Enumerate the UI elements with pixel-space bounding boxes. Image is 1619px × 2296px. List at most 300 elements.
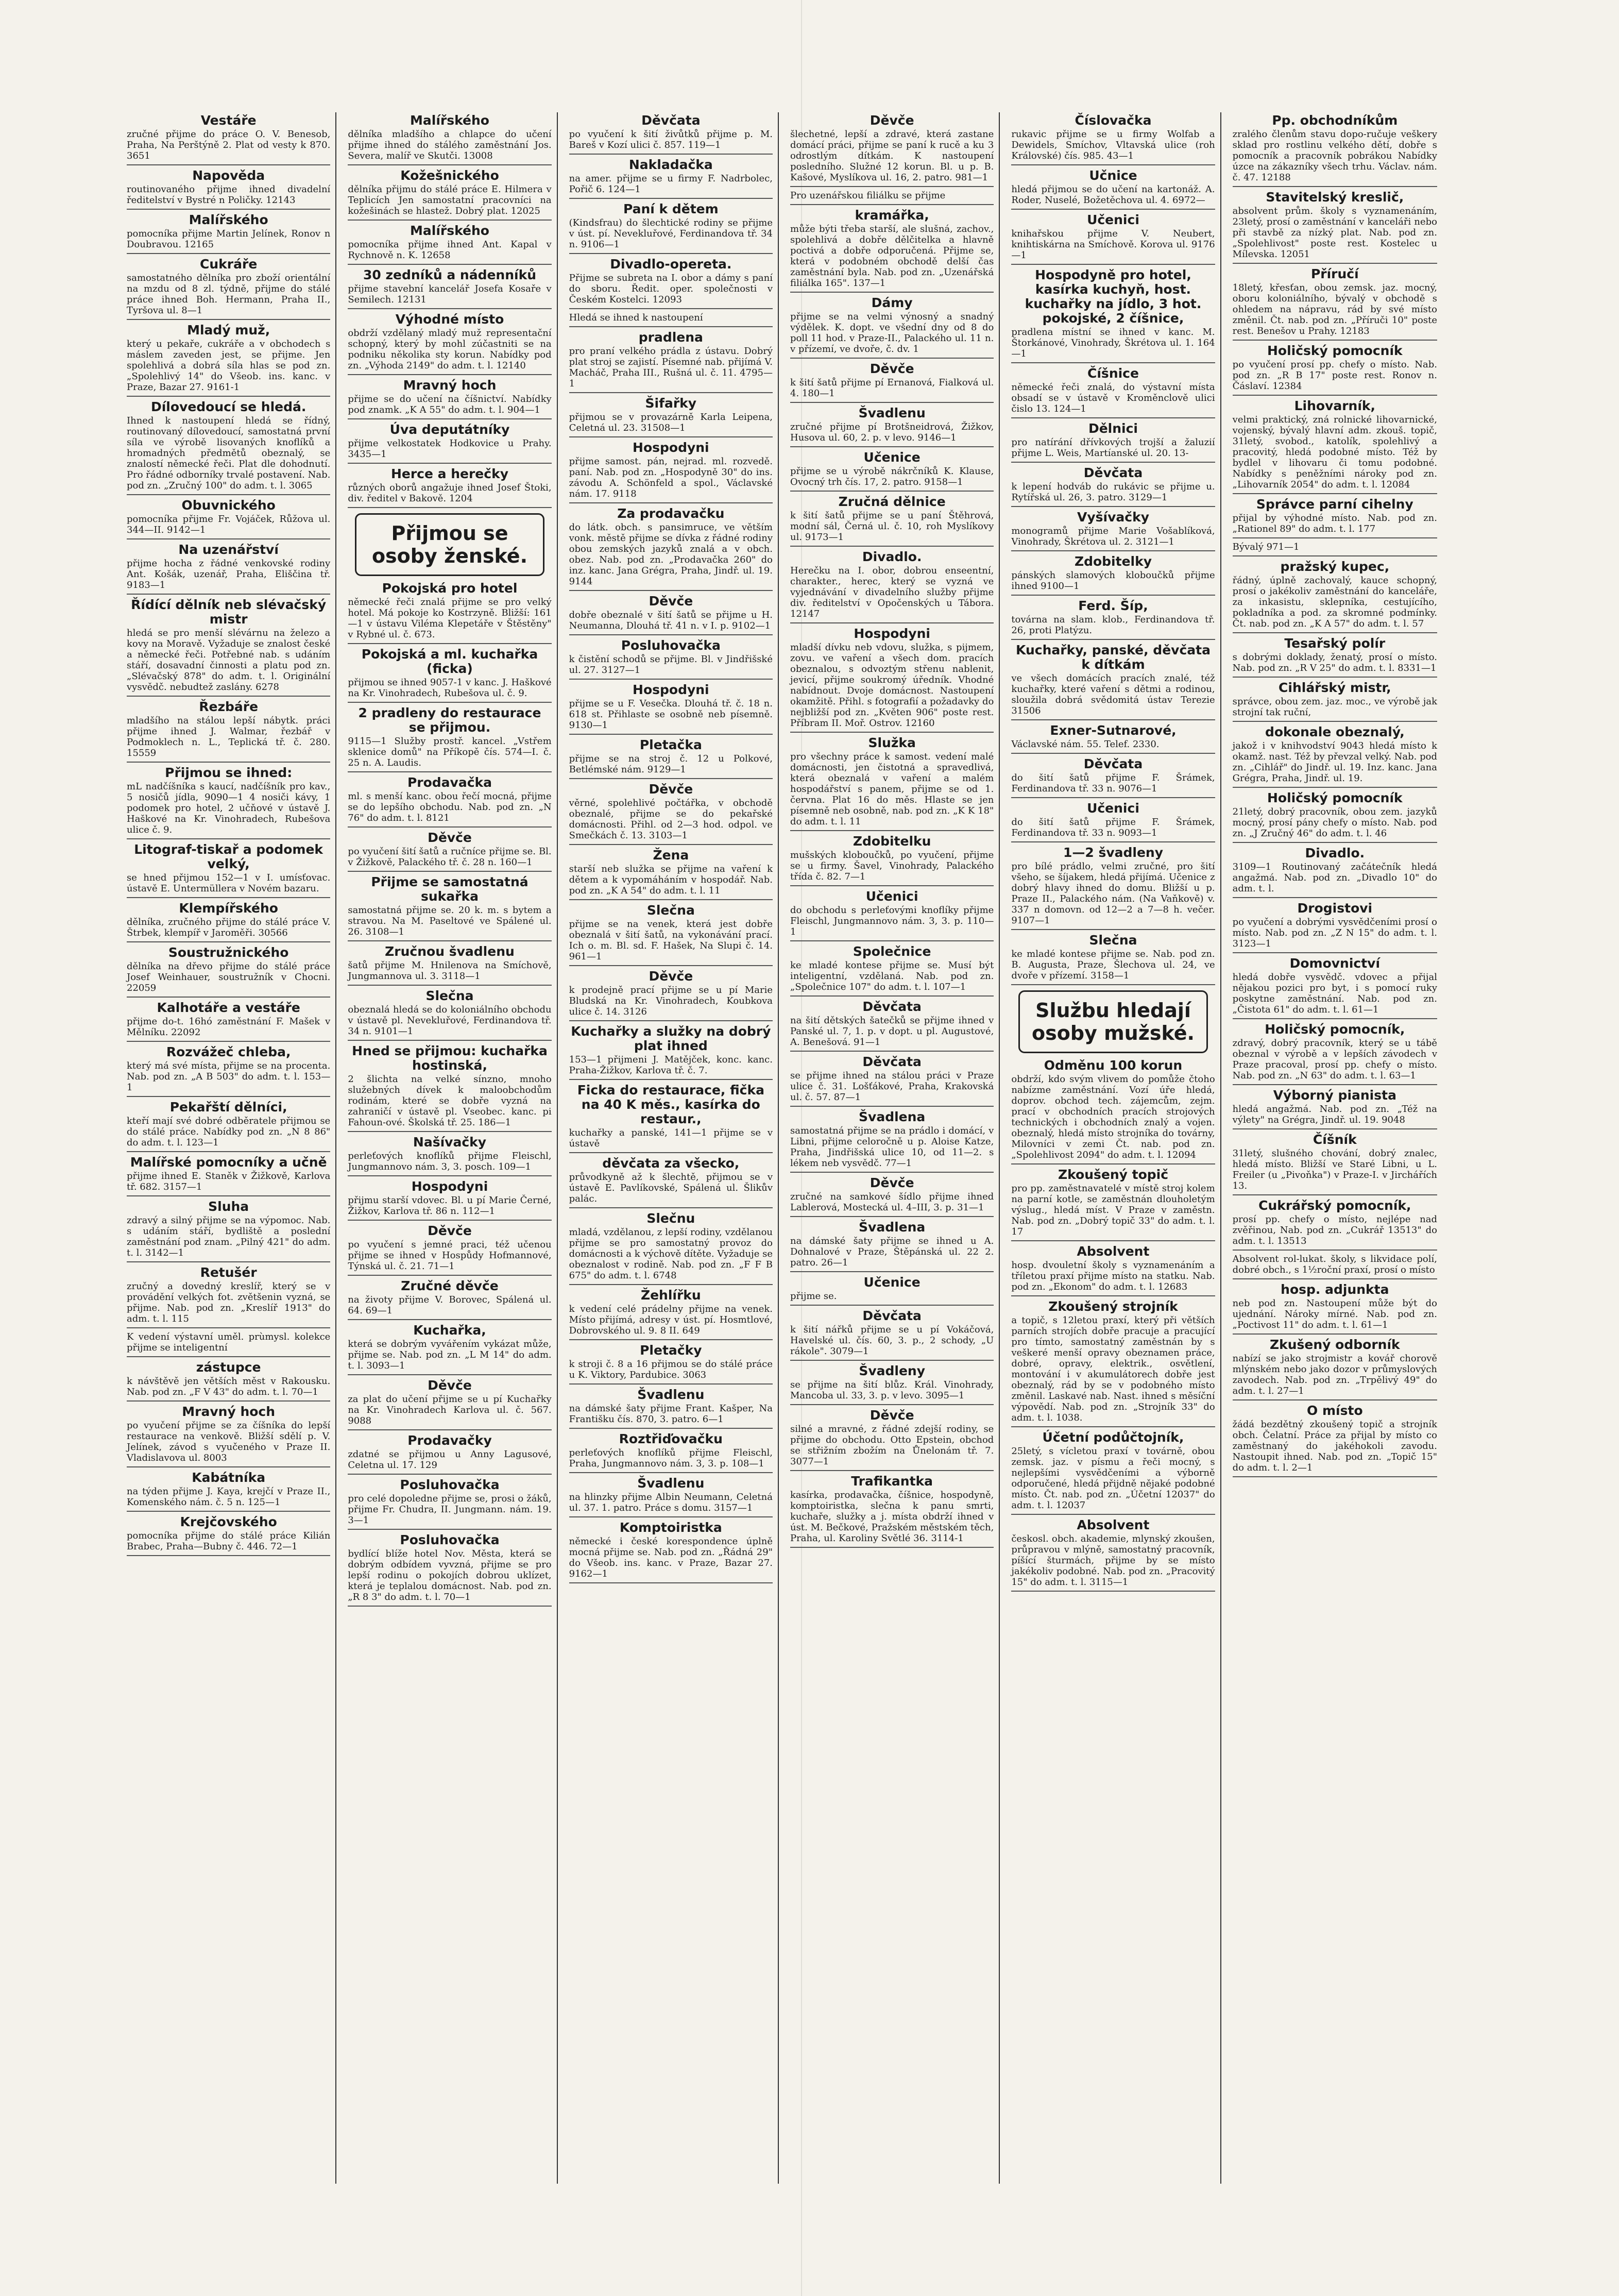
ad-heading: Pekařští dělníci, <box>169 1100 287 1115</box>
ad-body: přijme se na venek, která jest dobře obeznalá v šití šatů, na vykonávání prací. Ich o. m. Bl. sd. F. Hašek, Na Slupi č. 14. 961—1 <box>569 919 773 962</box>
ad-body: k vedení celé prádelny přijme na venek. Místo přijímá, adresy v úst. pí. Hosmtlové, Dobrovského ul. 9. 8 II. 649 <box>569 1304 773 1336</box>
ad-body: průvodkyně až k šlechtě, přijmou se v ústavě E. Pavlíkovské, Spálená ul. Šlikův palác. <box>569 1172 773 1204</box>
ad-heading: Děvče <box>428 1223 472 1238</box>
ad-heading: Děvče <box>870 1175 914 1190</box>
ad-heading: Děvče <box>870 113 914 128</box>
classified-ad <box>1011 268 1215 363</box>
ad-body: dělníka na dřevo přijme do stálé práce Josef Weinhauer, soustružník v Chocni. 22059 <box>127 961 331 993</box>
classified-ad <box>1011 466 1215 507</box>
classified-ad <box>1011 1299 1215 1427</box>
ad-heading: Lihovarník, <box>1294 398 1376 413</box>
ad-body: hledá angažmá. Nab. pod zn. „Též na výlety" na Grégra, Jindř. ul. 19. 9048 <box>1232 1104 1437 1125</box>
ad-body: do šití šatů přijme F. Šrámek, Ferdinandova tř. 33 n. 9076—1 <box>1011 772 1215 794</box>
ad-heading: Děvče <box>649 782 693 797</box>
classified-ad <box>348 268 551 309</box>
classified-ad <box>790 495 994 547</box>
ad-heading: Cukrářský pomocník, <box>1258 1198 1411 1213</box>
ad-body: přijmu starší vdovec. Bl. u pí Marie Černé, Žižkov, Karlova tř. 86 n. 112—1 <box>348 1195 552 1217</box>
ad-heading: Slečna <box>425 988 474 1003</box>
ad-body: řádný, úplně zachovalý, kauce schopný, prosí o jakékoliv zaměstnání do kanceláře, za inkasistu, sklepníka, cestujícího, pokladníka a pod. za skromné podmínky. Čt. nab. pod zn. „K A 57" do adm. t. l. 57 <box>1232 575 1437 629</box>
classified-ad <box>790 208 994 293</box>
classified-ad <box>127 700 330 763</box>
ad-body: přijme se u F. Vesečka. Dlouhá tř. č. 18 n. 618 st. Přihlaste se osobně neb písemně. 9130—1 <box>569 698 773 731</box>
classified-ad <box>569 969 773 1021</box>
ad-body: německé řeči znalá přijme se pro velký hotel. Má pokoje ko Kostrzyně. Bližší: 161—1 v ústavu Viléma Klepetáře v Štěstěny" v Rybné ul. č. 673. <box>348 597 552 640</box>
ad-body: po vyučení k šití živůtků přijme p. M. Bareš v Kozí ulici č. 857. 119—1 <box>569 129 773 150</box>
ad-heading: Ficka do restaurace, fička na 40 K měs., kasírka do restaur., <box>577 1083 764 1126</box>
classified-ad <box>1011 213 1215 265</box>
classified-ad <box>348 1179 551 1221</box>
ad-heading: Zručná dělnice <box>838 494 946 509</box>
ad-body: do obchodu s perleťovými knoflíky přijme Fleischl, Jungmannovo nám. 3, 3. p. 110—1 <box>790 905 994 937</box>
classified-ad <box>1233 1282 1437 1335</box>
classified-ad <box>569 848 773 900</box>
ad-body: Absolvent rol-lukat. školy, s likvidace polí, dobré obch., s 1½roční praxí, prosí o místo <box>1232 1254 1437 1275</box>
ad-body: obdrží, kdo svým vlivem do pomůže čtoho nabízme zaměstnání. Vozí úře hledá, doprov. obchod tech. zájemcům, zejm. prací v obchodních pracích strojových technických i obchodních znalý a vojen. obeznalý, hledá místo strojníka do továrny, Milovníci v zemi Čt. nab. pod zn. „Spolehlivost 2094" do adm. t. l. 12094 <box>1011 1074 1215 1160</box>
ad-body: pomocníka přijme do stálé práce Kilián Brabec, Praha—Bubny č. 446. 72—1 <box>127 1530 331 1552</box>
ad-heading: Dělnici <box>1088 421 1138 436</box>
ad-body: zdatné se přijmou u Anny Lagusové, Celetna ul. 17. 129 <box>348 1449 552 1471</box>
ad-heading: Účetní podůčtojník, <box>1042 1430 1184 1445</box>
ad-heading: Dámy <box>871 295 913 310</box>
ad-heading: Úva deputátníky <box>389 422 510 437</box>
ad-heading: Přijme se samostatná sukařka <box>371 874 529 904</box>
classified-ad <box>790 944 994 997</box>
ad-heading: Správce parní cihelny <box>1256 497 1413 512</box>
ad-body: k prodejně prací přijme se u pí Marie Bludská na Kr. Vinohradech, Koubkova ulice č. 14. 3126 <box>569 985 773 1017</box>
classified-ad <box>790 1110 994 1173</box>
ad-body: se přijme ihned na stálou práci v Praze ulice č. 31. Lošťákové, Praha, Krakovská ul. č. 57. 87—1 <box>790 1070 994 1103</box>
ad-heading: pradlena <box>638 330 703 345</box>
ad-heading: Soustružnického <box>168 945 289 960</box>
classified-ad <box>1011 723 1215 754</box>
classified-ad <box>790 550 994 623</box>
classified-ad <box>569 1432 773 1473</box>
ad-body: mladá, vzdělanou, z lepší rodiny, vzdělanou přijme se pro samostatný provoz do domácnosti a k výchově dítěte. Vyžaduje se obeznalost v rodině. Nab. pod zn. „F F B 675" do adm. t. l. 6748 <box>569 1227 773 1281</box>
classified-ad <box>127 113 330 165</box>
ad-heading: Děvče <box>649 969 693 984</box>
ad-heading: Zkušený odborník <box>1270 1337 1400 1352</box>
ad-column-6 <box>1230 112 1442 2184</box>
ad-body: hledá dobře vysvědč. vdovec a přijal nějakou pozici pro byt, i s pomocí ruky poskytne zaměstnání. Nab. pod zn. „Čistota 61" do adm. t. l. 61—1 <box>1232 972 1437 1015</box>
ad-body: mladšího na stálou lepší nábytk. práci přijme ihned J. Walmar, řezbář v Podmoklech n. L., Teplická tř. č. 280. 15559 <box>127 715 331 758</box>
ad-column-1 <box>124 112 336 2184</box>
classified-ad <box>127 400 330 495</box>
classified-ad <box>1233 1133 1437 1195</box>
ad-body: Pro uzenářskou filiálku se přijme <box>790 190 946 201</box>
classified-ad <box>790 889 994 941</box>
classified-ad <box>569 158 773 199</box>
classified-ad <box>348 775 551 828</box>
ad-heading: 1—2 švadleny <box>1063 845 1164 860</box>
ad-body: zdravý a silný přijme se na výpomoc. Nab. s udáním stáří, bydliště a poslední zaměstnání pod znam. „Pilný 421" do adm. t. l. 3142—1 <box>127 1215 331 1258</box>
ad-heading: Učenice <box>863 1275 921 1290</box>
ad-body: přijme se na velmi výnosný a snadný výdělek. K. dopt. ve všední dny od 8 do poll 11 hod. v Praze-II., Palackého ul. 11 n. v přízemí, ve dvoře, č. dv. 1 <box>790 311 994 354</box>
ad-heading: Hned se přijmou: kuchařka hostinská, <box>352 1043 548 1073</box>
ad-heading: Děvče <box>428 830 472 845</box>
ad-body: přijme se. <box>790 1291 837 1302</box>
classified-ad <box>1011 421 1215 463</box>
classified-ad <box>569 1521 773 1583</box>
ad-heading: Číšnice <box>1087 366 1139 381</box>
classified-ad <box>127 1331 330 1357</box>
ad-body: ve všech domácích pracích znalé, též kuchařky, které vaření s dětmi a rodinou, sloužila dobrá svědomitá ústav Terezie 31506 <box>1011 673 1215 716</box>
ad-body: správce, obou zem. jaz. moc., ve výrobě jak strojní tak ruční, <box>1232 696 1437 718</box>
ad-body: na dámské šaty přijme Frant. Kašper, Na Františku čís. 870, 3. patro. 6—1 <box>569 1403 773 1425</box>
ad-heading: Prodavačky <box>407 1433 492 1448</box>
ad-body: pradlena místní se ihned v kanc. M. Štorkánové, Vinohrady, Škrétova ul. 1. 164—1 <box>1011 327 1215 359</box>
ad-heading: Děvčata <box>641 113 701 128</box>
ad-body: mL nadčíšníka s kaucí, nadčíšník pro kav., 5 nosičů jídla, 9090—1 4 nosiči kávy, 1 podomek pro hotel, 2 učňové v ústavě J. Haškové na Kr. Vinohradech, Rubešova ulice č. 9. <box>127 781 331 835</box>
ad-body: absolvent prům. školy s vyznamenáním, 23letý, prosí o zaměstnání v kanceláři nebo při stavbě za nízký plat. Nab. pod zn. „Spolehlivost" poste rest. Kostelec u Mílevska. 12051 <box>1232 206 1437 260</box>
classified-ad <box>790 1408 994 1471</box>
classified-ad <box>1233 1254 1437 1279</box>
classified-ad <box>790 1364 994 1405</box>
ad-heading: Holičský pomocník <box>1267 790 1403 805</box>
ad-body: kteří mají své dobré odběratele přijmou se do stálé práce. Nabídky pod zn. „N 8 86" do adm. t. l. 123—1 <box>127 1116 331 1148</box>
ad-heading: Absolvent <box>1077 1244 1150 1259</box>
classified-ad <box>348 224 551 265</box>
ad-body: neb pod zn. Nastoupení může být do ujednání. Nároky mírné. Nab. pod zn. „Poctivost 11" do adm. t. l. 61—1 <box>1232 1298 1437 1330</box>
ad-body: perleťových knoflíků přijme Fleischl, Jungmannovo nám. 3, 3. posch. 109—1 <box>348 1151 552 1172</box>
ad-heading: Děvčata <box>862 999 922 1014</box>
ad-body: pánských slamových kloboučků přijme ihned 9100—1 <box>1011 570 1215 592</box>
classified-ad <box>569 683 773 735</box>
ad-body: německé řeči znalá, do výstavní místa obsadí se v ústavě v Kroměnclově ulici čislo 13. 124—1 <box>1011 382 1215 414</box>
ad-body: šatů přijme M. Hnilenova na Smíchově, Jungmannova ul. 3. 3118—1 <box>348 960 552 982</box>
ad-body: různých oborů angažuje ihned Josef Štoki, div. ředitel v Bakově. 1204 <box>348 482 552 504</box>
classified-ad <box>127 1155 330 1196</box>
ad-body: na dámské šaty přijme se ihned u A. Dohnalové v Praze, Štěpánská ul. 22 2. patro. 26—1 <box>790 1236 994 1268</box>
classified-ad <box>348 875 551 941</box>
classified-ad <box>127 1001 330 1042</box>
ad-heading: Divadlo-opereta. <box>610 257 732 272</box>
classified-ad <box>1233 1338 1437 1400</box>
classified-ad <box>569 1343 773 1385</box>
classified-ad <box>1233 681 1437 722</box>
classified-ad <box>569 396 773 437</box>
ad-body: k stroji č. 8 a 16 přijmou se do stálé práce u K. Viktory, Pardubice. 3063 <box>569 1359 773 1380</box>
ad-heading: Děvče <box>649 594 693 609</box>
classified-ad <box>127 946 330 998</box>
classified-ad <box>348 113 551 165</box>
classified-ad <box>1233 267 1437 341</box>
ad-heading: Exner-Sutnarové, <box>1050 723 1177 738</box>
ad-body: Ihned k nastoupení hledá se řídný, routinovaný dílovedoucí, samostatná první síla ve výrobě lisovaných knoflíků a hromadných předmětů obeznalý, se znalostí německé řeči. Plat dle dohodnutí. Pro řádné odborníky trvalé postavení. Nab. pod zn. „Zručný 100" do adm. t. l. 3065 <box>127 415 331 491</box>
classified-ad <box>569 330 773 393</box>
ad-body: přijmou se ihned 9057-1 v kanc. J. Haškové na Kr. Vinohradech, Rubešova ul. č. 9. <box>348 677 552 699</box>
ad-body: zručné na samkové šídlo přijme ihned Lablerová, Mostecká ul. 4–III, 3. p. 31—1 <box>790 1191 994 1213</box>
ad-heading: Holičský pomocník, <box>1265 1022 1405 1037</box>
ad-body: pro praní velkého prádla z ústavu. Dobrý plat stroj se zajistí. Písemné nab. přijímá V. Macháč, Praha III., Rušná ul. č. 11. 4795—1 <box>569 346 773 389</box>
ad-heading: Kabátníka <box>192 1470 266 1485</box>
ad-heading: Pletačka <box>639 737 702 752</box>
ad-heading: Odměnu 100 korun <box>1044 1058 1183 1073</box>
classified-ad <box>1233 497 1437 538</box>
ad-body: šlechetné, lepší a zdravé, která zastane domácí práci, přijme se paní k rucě a ku 3 odrostlým dítkám. K nastoupení posledního. Služné 12 korun. Bl. u p. B. Kašové, Myslíkova ul. 16, 2. patro. 981—1 <box>790 129 994 183</box>
ad-column-2 <box>345 112 557 2184</box>
ad-body: se přijme na šití blůz. Král. Vinohrady, Mancoba ul. 33, 3. p. v levo. 3095—1 <box>790 1379 994 1401</box>
ad-body: Herečku na I. obor, dobrou enseentní, charakter., herec, který se vyzná ve vyjednávání v divadelního služby přijme div. ředitelství v Opočenských u Tábora. 12147 <box>790 565 994 619</box>
classified-ad <box>1011 933 1215 985</box>
classified-ad <box>348 423 551 464</box>
classified-ad <box>790 113 994 187</box>
classified-ad <box>1233 1022 1437 1085</box>
ad-body: pro pp. zaměstnavatelé v místě stroj kolem na parní kotle, se zaměstnán dlouholetým výslug., hledá míst. V Praze v zaměstn. Nab. pod zn. „Dobrý topič 33" do adm. t. l. 17 <box>1011 1183 1215 1237</box>
ad-body: který má své místa, přijme se na procenta. Nab. pod zn. „A B 503" do adm. t. l. 153—1 <box>127 1060 331 1093</box>
classified-ad <box>348 1433 551 1475</box>
ad-heading: Slečna <box>646 903 695 918</box>
ad-heading: Mravný hoch <box>403 378 497 393</box>
classified-ad <box>348 1044 551 1132</box>
classified-ad <box>569 1388 773 1429</box>
classified-ad <box>569 202 773 254</box>
ad-body: na šití dětských šatečků se přijme ihned v Panské ul. 7, 1. p. v dopt. u pl. Augustové, A. Benešová. 91—1 <box>790 1015 994 1048</box>
classified-ad <box>348 989 551 1041</box>
ad-body: prosí pp. chefy o místo, nejlépe nad zvěřinou, Nab. pod zn. „Cukrář 13513" do adm. t. l. 13513 <box>1232 1214 1437 1246</box>
ad-body: přijme se u výrobě nákrčníků K. Klause, Ovocný trh čís. 17, 2. patro. 9158—1 <box>790 466 994 487</box>
classified-ad <box>1233 344 1437 396</box>
ad-body: (Kindsfrau) do šlechtické rodiny se přijme v úst. pí. Nevekluřové, Ferdinandova tř. 34 n. 9106—1 <box>569 217 773 250</box>
ad-body: hledá se pro menší slévárnu na železo a kovy na Moravě. Vyžaduje se znalost české a německé řeči. Potřebné nab. s udáním stáří, dosavadní činnosti a platu pod zn. „Slévačský 878" do adm. t. l. Originální vysvědč. nebudtež zaslány. 6278 <box>127 628 331 693</box>
ad-heading: Vyšívačky <box>1077 510 1149 525</box>
classified-ad <box>790 736 994 831</box>
classified-ad <box>569 594 773 635</box>
ad-heading: Švadleny <box>859 1363 925 1378</box>
ad-body: a topič, s 12letou praxí, který při větších parních strojích dobře pracuje a pracující pro tímto, samostatný zaměstnán by s veškeré menší opravy obeznamen práce, dobré, opravy, elektrik., osvětlení, montování i v akumulátorech dobře jest obeznalý, rád by se v podobného místo změnil. Laskavé nab. Nast. ihned s měsíční výpovědí. Nab. pod zn. „Strojník 33" do adm. t. l. 1038. <box>1011 1315 1215 1423</box>
ad-body: K vedení výstavní uměl. prùmysl. kolekce přijme se inteligentní <box>127 1331 331 1353</box>
ad-body: silné a mravné, z řádné zdejší rodiny, se přijme do obchodu. Otto Epstein, obchod se střižním zbožím na Ůnelonám tř. 7. 3077—1 <box>790 1424 994 1467</box>
ad-heading: Společnice <box>853 944 931 959</box>
classified-ad <box>1233 846 1437 898</box>
ad-heading: Hospodyni <box>633 440 709 455</box>
classified-ad <box>1011 554 1215 596</box>
ad-heading: pražský kupec, <box>1280 559 1390 574</box>
ad-body: dělníka přijmu do stálé práce E. Hilmera v Teplicích Jen samostatní pracovníci na kožešinách se hlastež. Dobrý plat. 12025 <box>348 184 552 216</box>
ad-body: přijal by výhodné místo. Nab. pod zn. „Rationel 89" do adm. t. l. 177 <box>1232 513 1437 534</box>
ad-body: mušských kloboučků, po vyučení, přijme se u firmy. Šavel, Vinohrady, Palackého třída č. 82. 7—1 <box>790 850 994 882</box>
ad-heading: Výhodné místo <box>395 312 504 327</box>
classified-ad <box>569 312 773 327</box>
ad-body: do šití šatů přijme F. Šrámek, Ferdinandova tř. 33 n. 9093—1 <box>1011 817 1215 838</box>
ad-body: kasírka, prodavačka, číšnice, hospodyně, komptoiristka, slečna k panu smrti, kuchaře, služky a j. místa obdrží ihned v úst. M. Bečkové, Pražském městském těch, Praha, ul. Karoliny Světlé 36. 3114-1 <box>790 1490 994 1544</box>
classified-ad <box>127 168 330 210</box>
ad-heading: Švadlenu <box>858 406 926 420</box>
ad-heading: Retušér <box>200 1265 257 1280</box>
ad-column-3 <box>566 112 779 2184</box>
ad-heading: Pokojská a ml. kuchařka (ficka) <box>361 647 538 676</box>
classified-ad <box>1233 1198 1437 1251</box>
ad-heading: hosp. adjunkta <box>1281 1282 1389 1297</box>
classified-ad <box>790 1000 994 1052</box>
ad-body: rukavic přijme se u firmy Wolfab a Dewidels, Smíchov, Vltavská ulice (roh Královské) čís. 985. 43—1 <box>1011 129 1215 161</box>
ad-heading: Klempířského <box>179 901 278 916</box>
classified-ad <box>1011 1058 1215 1164</box>
ad-body: do látk. obch. s pansimruce, ve větším vonk. městě přijme se dívka z řádné rodiny obou zemských jazyků znalá a v obch. obez. Nab. pod zn. „Prodavačka 260" do inz. kanc. Jana Grégra, Praha, Jindř. ul. 19. 9144 <box>569 522 773 587</box>
ad-heading: Mladý muž, <box>187 323 270 337</box>
classified-ad <box>127 257 330 320</box>
ad-body: k čistění schodů se přijme. Bl. v Jindřišské ul. 27. 3127—1 <box>569 654 773 676</box>
ad-body: zručné přijme pí Brotšneidrová, Žižkov, Husova ul. 60, 2. p. v levo. 9146—1 <box>790 421 994 443</box>
ad-heading: Vestáře <box>200 113 257 128</box>
ad-heading: Stavitelský kreslič, <box>1266 190 1404 205</box>
ad-body: po vyučení šití šatů a ručníce přijme se. Bl. v Žižkově, Palackého tř. č. 28 n. 160—1 <box>348 846 552 868</box>
ad-heading: Posluhovačka <box>621 638 721 653</box>
ad-heading: Kuchařka, <box>413 1323 486 1338</box>
ad-heading: Učenici <box>1087 212 1139 227</box>
ad-body: přijme samost. pán, nejrad. ml. rozvedě. paní. Nab. pod zn. „Hospodyně 30" do ins. závodu A. Schönfeld a spol., Václavské nám. 17. 9118 <box>569 456 773 499</box>
ad-heading: Holičský pomocník <box>1267 343 1403 358</box>
ad-heading: Za prodavačku <box>617 506 725 521</box>
ad-heading: Děvče <box>870 361 914 376</box>
ad-body: továrna na slam. klob., Ferdinandova tř. 26, proti Platýzu. <box>1011 614 1215 636</box>
ad-heading: Cukráře <box>200 257 258 272</box>
classified-ad <box>569 507 773 591</box>
classified-ad <box>1233 1088 1437 1129</box>
ad-heading: Přijmou se ihned: <box>165 765 293 780</box>
ad-body: přijme ihned E. Staněk v Žižkově, Karlova tř. 682. 3157—1 <box>127 1171 331 1192</box>
ad-body: na amer. přijme se u firmy F. Nadrbolec, Pořič 6. 124—1 <box>569 173 773 195</box>
classified-ad <box>569 1024 773 1080</box>
ad-body: pomocníka přijme ihned Ant. Kapal v Rychnově n. K. 12658 <box>348 239 552 261</box>
classified-ad <box>348 581 551 644</box>
ad-heading: Zručnou švadlenu <box>385 944 515 959</box>
ad-heading: Cihlářský mistr, <box>1279 680 1391 695</box>
classified-ad <box>569 113 773 155</box>
ad-heading: Posluhovačka <box>400 1477 500 1492</box>
ad-body: dělníka mladšího a chlapce do učení přijme ihned do stálého zaměstnání Jos. Severa, malíř ve Skutči. 13008 <box>348 129 552 161</box>
ad-heading: Dílovedoucí se hledá. <box>150 399 306 414</box>
ad-body: pomocníka přijme Martin Jelínek, Ronov n Doubravou. 12165 <box>127 228 331 250</box>
classified-ad <box>569 782 773 845</box>
ad-body: zručné přijme do práce O. V. Benesob, Praha, Na Perštýně 2. Plat od vesty k 870. 3651 <box>127 129 331 161</box>
classified-ad <box>1233 956 1437 1019</box>
ad-heading: děvčata za všecko, <box>602 1156 740 1171</box>
section-header-box: Službu hledají osoby mužské. <box>1018 990 1207 1053</box>
ad-heading: Děvčata <box>1083 756 1143 771</box>
ad-heading: Na uzenářství <box>178 542 279 557</box>
ad-body: zralého členům stavu dopo-ručuje veškery sklad pro rostlinu velkého dětí, dobře s pomocník a pracovník pobrákou Nabídky úzce na zákazníky všech trhu. Václav. nám. č. 47. 12188 <box>1232 129 1437 183</box>
ad-body: Hledá se ihned k nastoupení <box>569 312 703 323</box>
classified-ad <box>127 1265 330 1328</box>
ad-body: po vyučení přijme se za číšníka do lepší restaurace na venkově. Bližší sdělí p. V. Jelínek, závod s vyučeného v Praze II. Vladislavova ul. 8003 <box>127 1420 331 1463</box>
ad-body: po vyučení a dobrými vysvědčeními prosí o místo. Nab. pod zn. „Z N 15" do adm. t. l. 3123—1 <box>1232 917 1437 949</box>
classified-ad <box>127 543 330 595</box>
ad-body: monogramů přijme Marie Vošablíková, Vinohrady, Škrétova ul. 2. 3121—1 <box>1011 526 1215 547</box>
ad-heading: Děvče <box>428 1378 472 1393</box>
ad-column-4 <box>787 112 1000 2184</box>
classified-ad <box>790 296 994 359</box>
classified-ad <box>569 738 773 779</box>
ad-heading: Švadlena <box>859 1109 926 1124</box>
classified-ad <box>569 1476 773 1517</box>
ad-body: bydlící blíže hotel Nov. Města, která se dobrým odbídem vyvzná, přijme se pro lepší rodinu o pokojích dobrou uklízet, která je teplalou domácnost. Nab. pod zn. „R 8 3" do adm. t. l. 70—1 <box>348 1548 552 1602</box>
ad-body: zdravý, dobrý pracovník, který se u tábě obeznal v výrobě a v lepších závodech v Praze pracoval, prosí pp. chefy o místo. Nab. pod zn. „N 63" do adm. t. l. 63—1 <box>1232 1038 1437 1081</box>
ad-heading: Slečna <box>1089 933 1137 948</box>
classified-ad <box>790 406 994 447</box>
classified-ad <box>127 498 330 539</box>
ad-heading: Žehlířku <box>640 1288 701 1303</box>
ad-heading: Sluha <box>208 1199 249 1214</box>
ad-body: s dobrými doklady, ženatý, prosí o místo. Nab. pod zn. „R V 25" do adm. t. l. 8331—1 <box>1232 652 1437 673</box>
ad-body: 2 šlichta na velké sínzno, mnoho služebných dívek k maloobchodům rodinám, které se dobře vyzná na zahraničí v ústavě pl. Vseobec. kanc. pi Fahoun-ové. Školská tř. 25. 186—1 <box>348 1074 552 1128</box>
classified-ad <box>1011 846 1215 930</box>
ad-body: po vyučení s jemné praci, též učenou přijme se ihned v Hospůdy Hofmannové, Týnská ul. č. 21. 71—1 <box>348 1239 552 1272</box>
classified-ad <box>1233 1404 1437 1477</box>
ad-body: knihařskou přijme V. Neubert, knihtiskárna na Smíchově. Korova ul. 9176—1 <box>1011 228 1215 261</box>
classified-ad <box>1011 366 1215 418</box>
ad-heading: Děvčata <box>1083 465 1143 480</box>
classified-ad <box>569 1156 773 1208</box>
ad-body: k lepení hodváb do rukávic se přijme u. Rytířská ul. 26, 3. patro. 3129—1 <box>1011 481 1215 503</box>
ad-heading: Mravný hoch <box>182 1404 276 1419</box>
ad-heading: Zručné děvče <box>401 1278 499 1293</box>
ad-body: dobře obeznalé v šití šatů se přijme u H. Neumanna, Dlouhá tř. 41 n. v I. p. 9102—1 <box>569 610 773 631</box>
classified-ad <box>127 598 330 697</box>
ad-heading: Divadlo. <box>862 549 922 564</box>
classified-ad <box>348 706 551 772</box>
ad-heading: Kuchařky a služky na dobrý plat ihned <box>571 1024 771 1053</box>
ad-heading: Hospodyně pro hotel, kasírka kuchyň, host. kuchařky na jídlo, 3 hot. pokojské, 2 číšnice, <box>1025 267 1202 326</box>
ad-body: pro všechny práce k samost. vedení malé domácnosti, jen čistotná a spravedlivá, která obeznalá v vaření a malém hospodářství s panem, přijme se od 1. června. Plat 16 do měs. Hlaste se jen písemně neb osobně, nab. pod zn. „K K 18" do adm. t. l. 11 <box>790 751 994 827</box>
classified-ad <box>790 1275 994 1306</box>
ad-body: na týden přijme J. Kaya, krejčí v Praze II., Komenského nám. č. 5 n. 125—1 <box>127 1486 331 1508</box>
classified-ad <box>348 1279 551 1320</box>
ad-body: 31letý, slušného chování, dobrý znalec, hledá místo. Bližší ve Staré Libni, u L. Freiler (u „Pivoňka") v Praze-I. v Jirchářích 13. <box>1232 1148 1437 1191</box>
ad-heading: Služka <box>868 735 916 750</box>
ad-heading: Řezbáře <box>199 699 259 714</box>
ad-body: přijme se na stroj č. 12 u Polkové, Betlémské nám. 9129—1 <box>569 753 773 775</box>
ad-body: Přijme se subreta na I. obor a dámy s paní do sboru. Ředit. oper. společnosti v Českém Kostelci. 12093 <box>569 273 773 305</box>
ad-heading: Kuchařky, panské, děvčata k dítkám <box>1016 643 1211 672</box>
ad-heading: Švadlena <box>859 1220 926 1235</box>
classified-ad <box>127 1405 330 1467</box>
ad-body: obeznalá hledá se do koloniálního obchodu v ústavě pl. Nevekluřové, Ferdinandova tř. 34 n. 9101—1 <box>348 1004 552 1037</box>
classified-ad <box>569 257 773 309</box>
classified-ad <box>1233 725 1437 788</box>
ad-heading: Kožešnického <box>400 168 499 183</box>
ad-heading: Malířské pomocníky a učně <box>130 1155 327 1170</box>
ad-body: přijme hocha z řádné venkovské rodiny Ant. Košák, uzenář, Praha, Eliščina tř. 9183—1 <box>127 558 331 590</box>
ad-body: 18letý, křesťan, obou zemsk. jaz. mocný, oboru koloniálního, bývalý v obchodě s ohledem na nápravu, rád by své místo změnil. Čt. nab. pod zn. „Příruči 10" poste rest. Benešov u Prahy. 12183 <box>1232 282 1437 336</box>
ad-body: hosp. dvouletní školy s vyznamenáním a tříletou praxí přijme místo na statku. Nab. pod zn. „Ekonom" do adm. t. l. 12683 <box>1011 1260 1215 1292</box>
ad-body: žádá bezdětný zkoušený topič a strojník obch. Čelatní. Práce za přijal by místo co zaměstnaný do jakéhokoli zavodu. Nastoupit ihned. Nab. pod zn. „Topič 15" do adm. t. l. 2—1 <box>1232 1419 1437 1473</box>
ad-body: která se dobrým vyvářením vykázat může, přijme se. Nab. pod zn. „L M 14" do adm. t. l. 3093—1 <box>348 1339 552 1371</box>
classified-ad <box>1233 901 1437 953</box>
classified-ad <box>790 834 994 886</box>
ad-heading: O místo <box>1307 1403 1363 1418</box>
ad-body: routinovaného přijme ihned divadelní ředitelství v Bystré n Poličky. 12143 <box>127 184 331 206</box>
ad-body: na hlinzky přijme Albin Neumann, Celetná ul. 37. 1. patro. Práce s domu. 3157—1 <box>569 1492 773 1513</box>
ad-body: pro natírání dřívkových trojší a žaluzií přijme L. Weis, Martíanské ul. 20. 13- <box>1011 437 1215 459</box>
ad-body: hledá přijmou se do učení na kartonáž. A. Roder, Nuselé, Božetěchova ul. 4. 6972— <box>1011 184 1215 206</box>
ad-body: pro celé dopoledne přijme se, prosi o žáků, přijme Fr. Chudra, II. Jungmann. nám. 19. 3—1 <box>348 1493 552 1526</box>
classified-ad <box>1011 757 1215 798</box>
ad-body: 3109—1 Routinovaný začátečník hledá angažmá. Nab. pod zn. „Divadlo 10" do adm. t. l. <box>1232 862 1437 894</box>
classified-ad <box>348 1378 551 1430</box>
classified-ad <box>1233 636 1437 678</box>
ad-heading: Zdobitelky <box>1074 554 1152 569</box>
classified-ad <box>790 1055 994 1107</box>
ad-heading: Kalhotáře a vestáře <box>157 1000 300 1015</box>
ad-heading: 2 pradleny do restaurace se přijmou. <box>358 705 541 735</box>
ad-body: přijme do-t. 16hó zaměstnání F. Mašek v Mělníku. 22092 <box>127 1016 331 1038</box>
ad-heading: Výborný pianista <box>1273 1088 1396 1103</box>
ad-heading: Šifařky <box>645 396 697 411</box>
ad-heading: Řídící dělník neb slévačský mistr <box>131 597 327 627</box>
ad-body: přijme stavební kancelář Josefa Kosaře v Semilech. 12131 <box>348 283 552 305</box>
ad-heading: dokonale obeznalý, <box>1265 724 1405 739</box>
